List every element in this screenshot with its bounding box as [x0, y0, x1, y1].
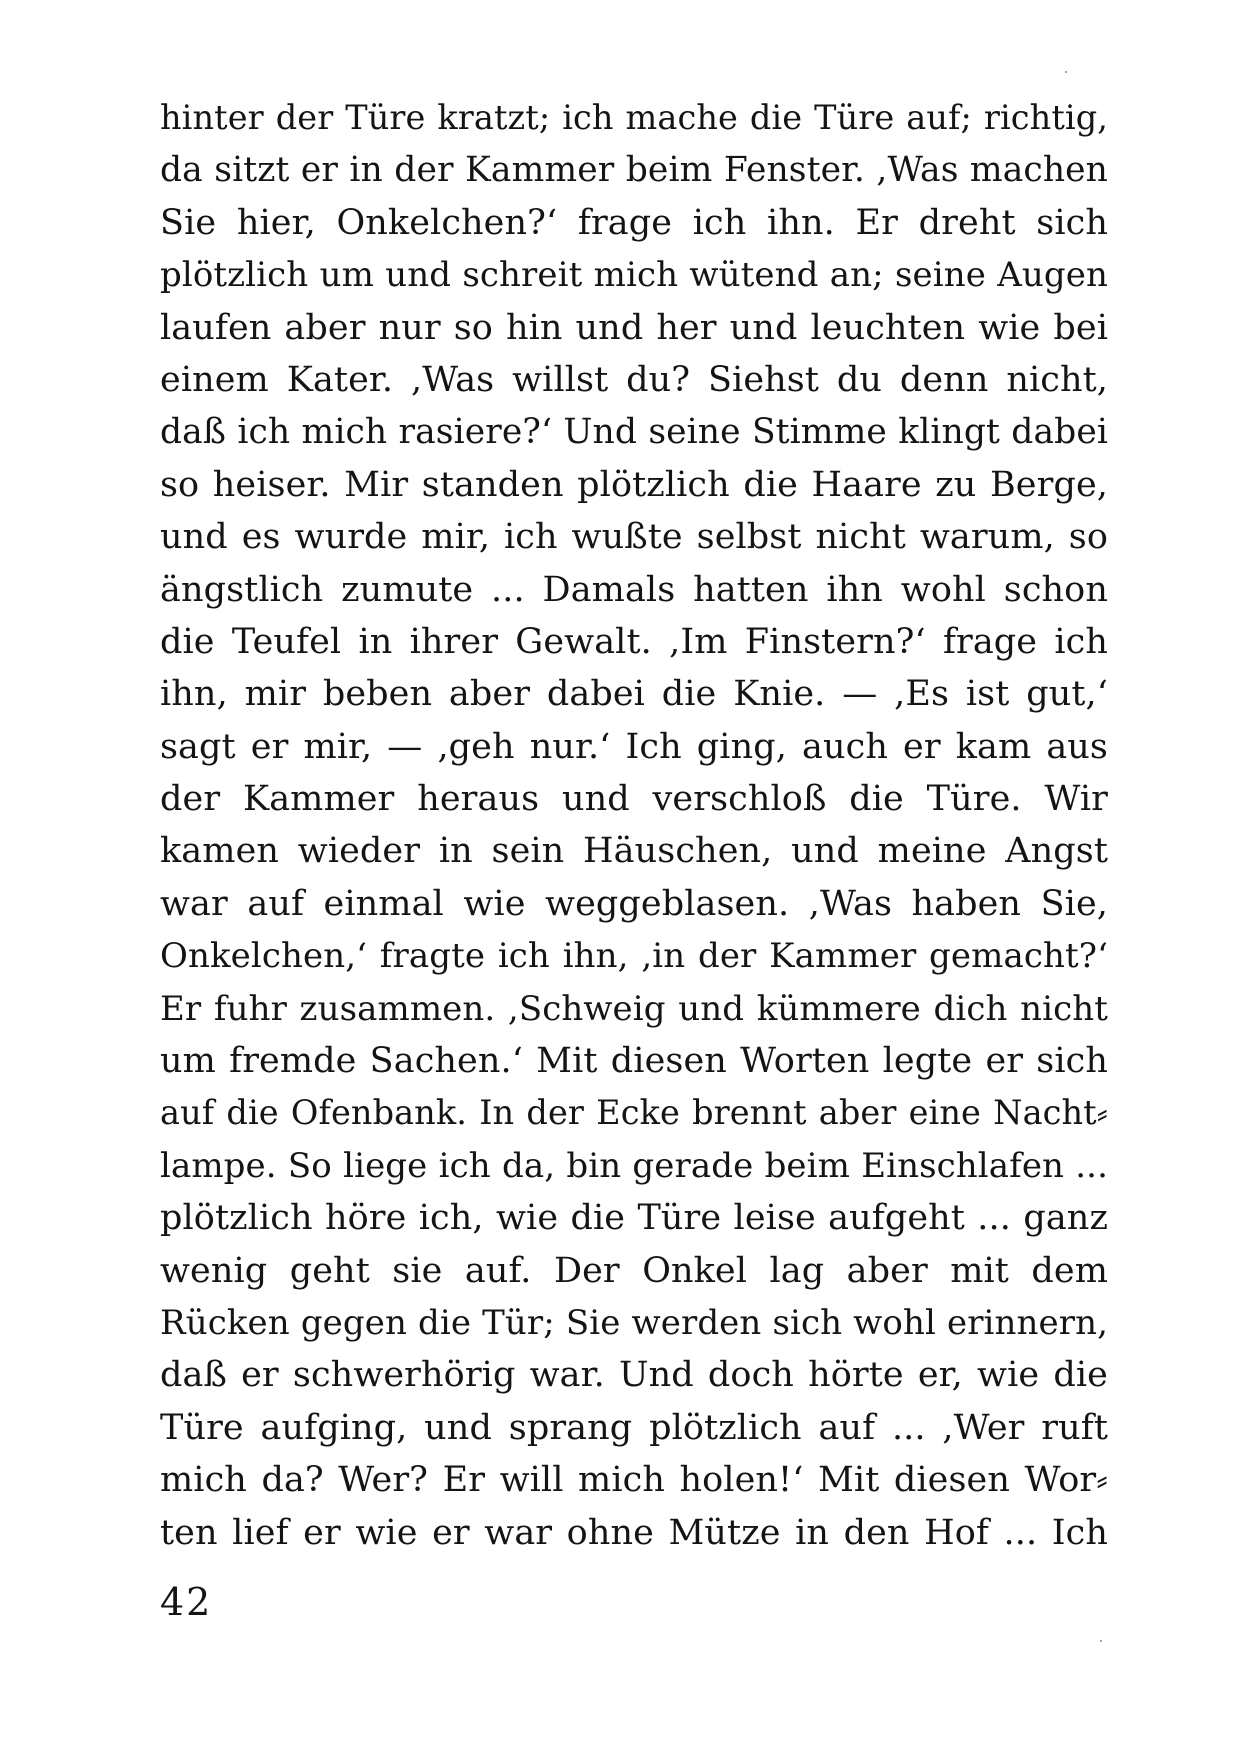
text-line: so heiser. Mir standen plötzlich die Haare zu Berge, [160, 464, 1108, 505]
text-line: kamen wieder in sein Häuschen, und meine Angst [160, 831, 1108, 872]
text-line: Türe aufging, und sprang plötzlich auf ... ,Wer ruft [160, 1407, 1108, 1448]
text-line: Er fuhr zusammen. ,Schweig und kümmere dich nicht [160, 988, 1108, 1029]
text-line: mich da? Wer? Er will mich holen!‘ Mit diesen Wor⸗ [160, 1460, 1108, 1501]
text-line: lampe. So liege ich da, bin gerade beim Einschlafen ... [160, 1145, 1108, 1186]
text-line: um fremde Sachen.‘ Mit diesen Worten legte er sich [160, 1041, 1108, 1082]
text-line: Onkelchen,‘ fragte ich ihn, ,in der Kammer gemacht?‘ [160, 936, 1108, 977]
page-number: 42 [160, 1580, 213, 1624]
text-line: und es wurde mir, ich wußte selbst nicht warum, so [160, 517, 1108, 558]
text-line: war auf einmal wie weggeblasen. ,Was haben Sie, [160, 883, 1108, 924]
text-line: die Teufel in ihrer Gewalt. ,Im Finstern?‘ frage ich [160, 621, 1108, 662]
text-line: laufen aber nur so hin und her und leuchten wie bei [160, 307, 1108, 348]
text-line: auf die Ofenbank. In der Ecke brennt aber eine Nacht⸗ [160, 1093, 1108, 1133]
text-line: Sie hier, Onkelchen?‘ frage ich ihn. Er dreht sich [160, 202, 1108, 243]
text-line: Rücken gegen die Tür; Sie werden sich wohl erinnern, [160, 1302, 1108, 1343]
text-line: da sitzt er in der Kammer beim Fenster. ,Was machen [160, 150, 1108, 191]
text-line: ten lief er wie er war ohne Mütze in den Hof ... Ich [160, 1512, 1108, 1553]
text-line: hinter der Türe kratzt; ich mache die Türe auf; richtig, [160, 98, 1108, 137]
text-line: daß er schwerhörig war. Und doch hörte er, wie die [160, 1355, 1108, 1396]
scan-speck [1100, 1640, 1102, 1642]
text-line: der Kammer heraus und verschloß die Türe. Wir [160, 779, 1108, 820]
text-line: ängstlich zumute ... Damals hatten ihn wohl schon [160, 569, 1108, 610]
text-line: daß ich mich rasiere?‘ Und seine Stimme klingt dabei [160, 412, 1108, 453]
body-text [160, 92, 1108, 1559]
text-line: wenig geht sie auf. Der Onkel lag aber mit dem [160, 1250, 1108, 1291]
text-line: ihn, mir beben aber dabei die Knie. — ,Es ist gut,‘ [160, 674, 1108, 715]
scan-speck [1065, 71, 1067, 73]
text-line: einem Kater. ,Was willst du? Siehst du denn nicht, [160, 359, 1108, 400]
text-line: plötzlich höre ich, wie die Türe leise aufgeht ... ganz [160, 1198, 1108, 1239]
text-line: plötzlich um und schreit mich wütend an; seine Augen [160, 255, 1108, 296]
text-line: sagt er mir, — ,geh nur.‘ Ich ging, auch er kam aus [160, 726, 1108, 767]
